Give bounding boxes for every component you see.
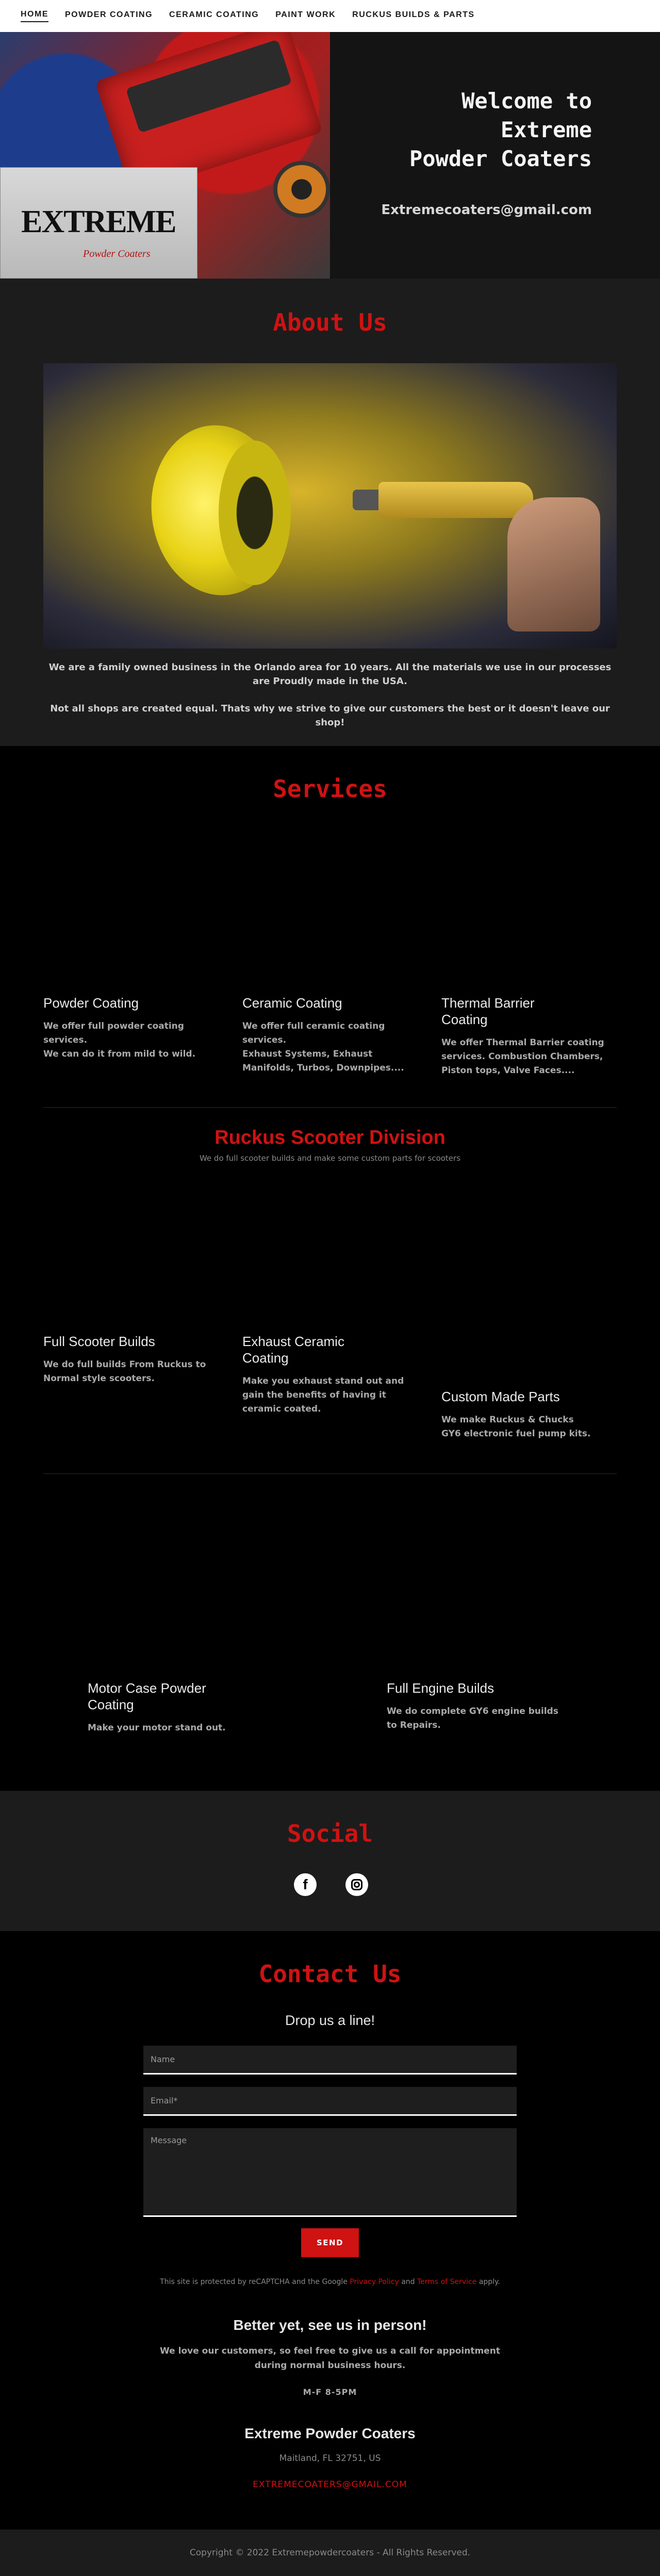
nav-paint-work[interactable]: PAINT WORK	[275, 10, 336, 19]
facebook-icon[interactable]	[294, 1873, 317, 1896]
business-hours: M-F 8-5PM	[303, 2387, 357, 2397]
recaptcha-notice	[0, 2278, 660, 2286]
visit-heading: Better yet, see us in person!	[233, 2317, 427, 2333]
service-card-title: Thermal Barrier Coating	[441, 995, 535, 1027]
contact-title: Contact Us	[258, 1960, 402, 1988]
service-card-title: Ceramic Coating	[242, 995, 342, 1011]
hand-shape	[507, 497, 600, 631]
logo-subtitle: Powder Coaters	[83, 248, 151, 260]
business-address: Maitland, FL 32751, US	[279, 2453, 381, 2464]
services-title: Services	[273, 775, 387, 803]
service-card-full-scooter-builds	[43, 1333, 224, 1386]
company-logo	[0, 167, 197, 279]
service-card-text: We offer Thermal Barrier coating services. Combustion Chambers, Piston tops, Valve Faces....	[441, 1038, 604, 1076]
email-field[interactable]	[143, 2087, 517, 2116]
service-card-text: We do complete GY6 engine builds to Repairs.	[387, 1706, 558, 1730]
wheel-rim-shape	[219, 441, 291, 585]
top-nav	[0, 0, 660, 32]
nav-home[interactable]: HOME	[21, 10, 48, 22]
nav-ruckus-builds[interactable]: RUCKUS BUILDS & PARTS	[352, 10, 475, 19]
recaptcha-text: apply.	[478, 2278, 500, 2286]
contact-subtitle: Drop us a line!	[285, 2013, 375, 2028]
service-card-title: Exhaust Ceramic Coating	[242, 1334, 344, 1366]
contact-email-link[interactable]: EXTREMECOATERS@GMAIL.COM	[253, 2480, 407, 2490]
service-card-title: Full Scooter Builds	[43, 1334, 155, 1349]
send-button[interactable]: SEND	[301, 2228, 359, 2257]
contact-section	[0, 1931, 660, 2530]
hero-title-line: Welcome to	[461, 88, 592, 114]
service-card-custom-parts	[441, 1388, 617, 1441]
service-card-powder-coating	[43, 995, 224, 1061]
about-section	[0, 279, 660, 746]
service-card-text: We do full builds From Ruckus to Normal style scooters.	[43, 1359, 206, 1384]
social-section	[0, 1791, 660, 1931]
about-paragraph: We are a family owned business in the Orlando area for 10 years. All the materials we use in our processes are Proudly made in the USA.	[48, 662, 612, 687]
hero-section	[0, 32, 660, 279]
about-text	[46, 660, 614, 743]
service-card-title: Motor Case Powder Coating	[88, 1680, 206, 1712]
hero-email-link[interactable]: Extremecoaters@gmail.com	[381, 202, 592, 218]
hero-title-line: Extreme	[500, 117, 592, 142]
instagram-icon[interactable]	[345, 1873, 368, 1896]
service-card-ceramic-coating	[242, 995, 423, 1075]
nav-powder-coating[interactable]: POWDER COATING	[65, 10, 153, 19]
section-divider	[43, 1107, 617, 1108]
footer	[0, 2530, 660, 2576]
service-card-title: Powder Coating	[43, 995, 139, 1011]
instagram-glyph	[351, 1879, 362, 1890]
service-card-text: Make your motor stand out.	[88, 1723, 226, 1733]
service-card-thermal-barrier	[441, 995, 617, 1078]
name-field[interactable]	[143, 2046, 517, 2075]
service-card-full-engine-builds	[387, 1680, 567, 1732]
business-name: Extreme Powder Coaters	[244, 2425, 416, 2441]
service-card-exhaust-ceramic	[242, 1333, 423, 1416]
nav-ceramic-coating[interactable]: CERAMIC COATING	[169, 10, 259, 19]
service-card-text: We offer full ceramic coating services. Exhaust Systems, Exhaust Manifolds, Turbos, Downpipes....	[242, 1021, 404, 1073]
about-title: About Us	[273, 309, 387, 336]
service-card-title: Custom Made Parts	[441, 1389, 560, 1404]
social-title: Social	[287, 1820, 373, 1848]
hero-title	[375, 87, 592, 173]
service-card-text: We offer full powder coating services. We can do it from mild to wild.	[43, 1021, 196, 1059]
service-card-motor-case	[88, 1680, 268, 1735]
ruckus-division-title: Ruckus Scooter Division	[214, 1127, 446, 1148]
service-card-text: We make Ruckus & Chucks GY6 electronic fuel pump kits.	[441, 1415, 591, 1439]
visit-text: We love our customers, so feel free to give us a call for appointment during normal business hours.	[160, 2346, 500, 2371]
copyright-text: Copyright © 2022 Extremepowdercoaters - All Rights Reserved.	[189, 2548, 471, 2558]
social-links	[294, 1873, 368, 1896]
hero-title-line: Powder Coaters	[409, 146, 592, 171]
service-card-title: Full Engine Builds	[387, 1680, 494, 1696]
about-paragraph: Not all shops are created equal. Thats why we strive to give our customers the best or it doesn't leave our shop!	[50, 703, 610, 728]
facebook-glyph: f	[303, 1876, 308, 1892]
powder-spray-image	[43, 363, 617, 649]
recaptcha-text: This site is protected by reCAPTCHA and the Google	[160, 2278, 348, 2286]
hero-engine-image	[0, 32, 330, 279]
spray-gun-shape	[378, 482, 533, 518]
services-section	[0, 746, 660, 1791]
terms-of-service-link[interactable]: Terms of Service	[417, 2278, 477, 2286]
ruckus-division-subtitle: We do full scooter builds and make some custom parts for scooters	[199, 1154, 461, 1163]
privacy-policy-link[interactable]: Privacy Policy	[350, 2278, 399, 2286]
service-card-text: Make you exhaust stand out and gain the benefits of having it ceramic coated.	[242, 1376, 404, 1414]
recaptcha-text: and	[401, 2278, 415, 2286]
cam-gear-shape	[273, 161, 330, 218]
section-divider	[43, 1473, 617, 1474]
message-field[interactable]	[143, 2128, 517, 2217]
logo-wordmark: EXTREME	[21, 204, 176, 239]
